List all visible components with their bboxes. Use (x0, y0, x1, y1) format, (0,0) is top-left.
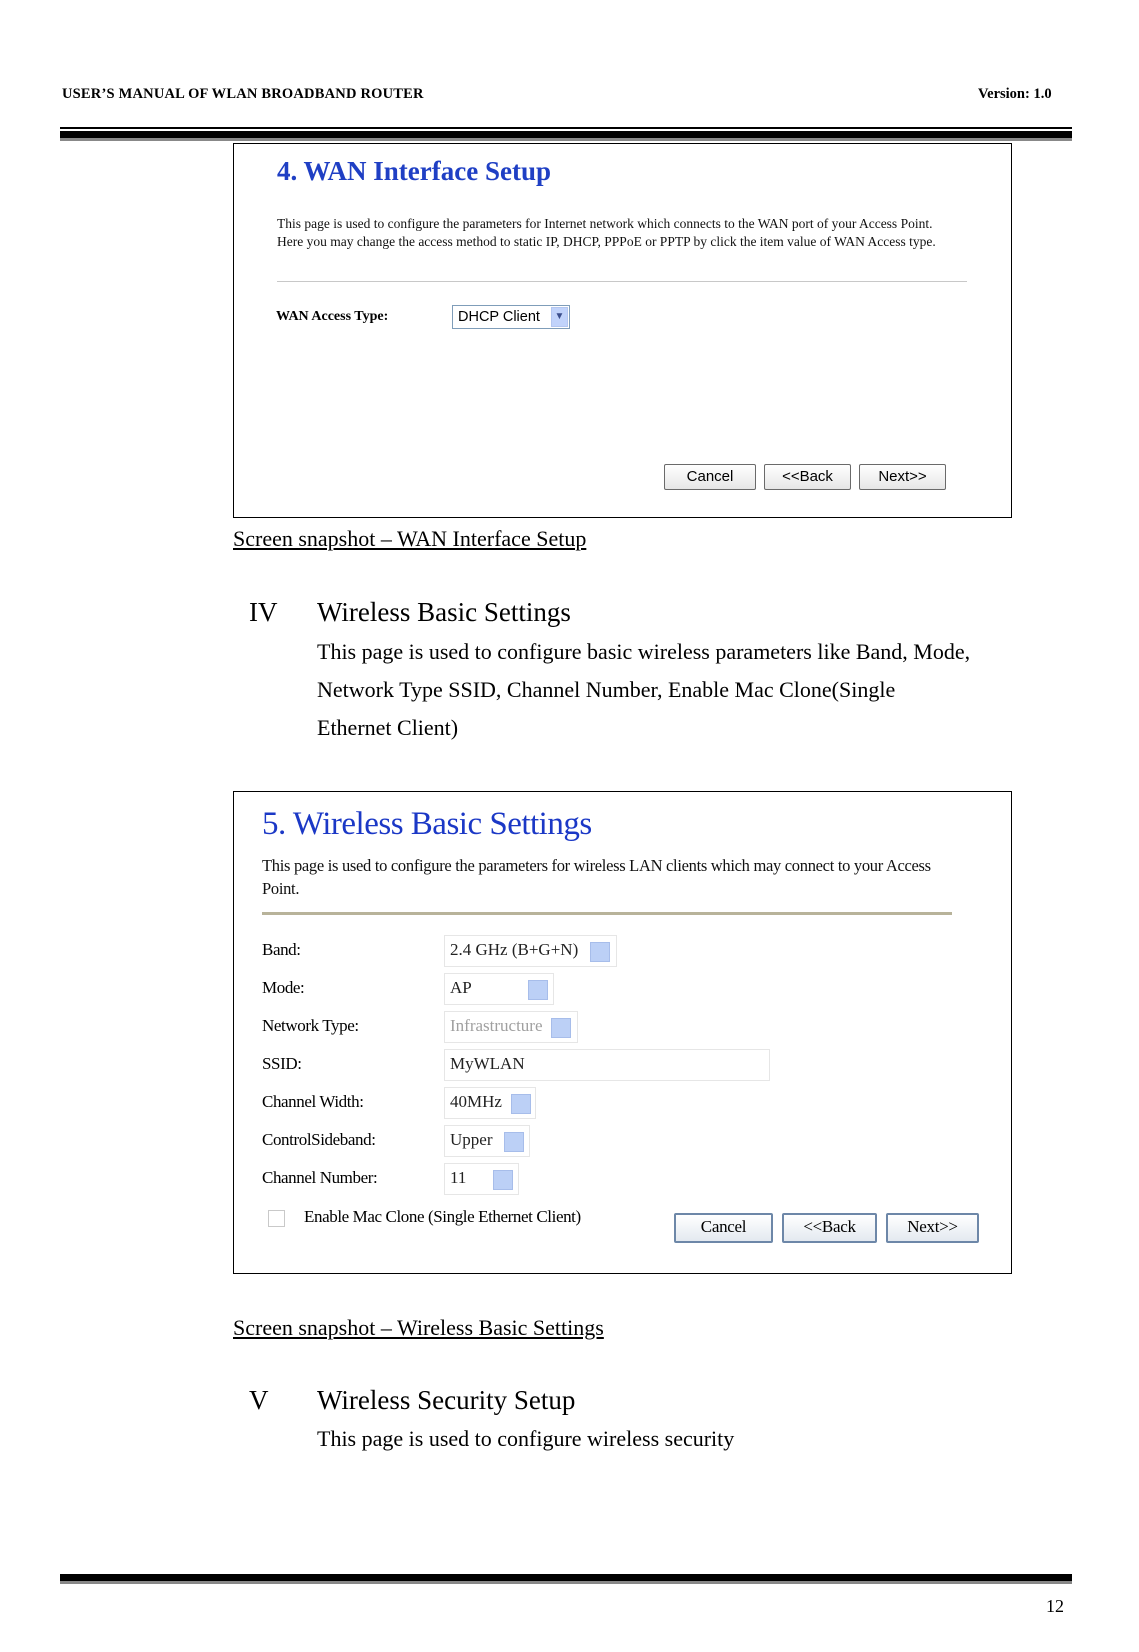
wan-setup-description: This page is used to configure the parameters for Internet network which connects to the WAN port of your Access Point. Here you may change the access method to static IP, DHCP, PPPoE or PPTP by click the item value of WAN Access type. (277, 216, 936, 249)
wireless-settings-title: 5. Wireless Basic Settings (262, 806, 592, 842)
channel-width-select[interactable] (444, 1087, 536, 1119)
header-rule-shadow (60, 138, 1072, 141)
control-sideband-select[interactable] (444, 1125, 530, 1157)
ssid-label: SSID: (262, 1054, 302, 1073)
mode-select[interactable] (444, 973, 554, 1005)
wireless-settings-description: This page is used to configure the parameters for wireless LAN clients which may connect to your Access Point. (262, 856, 931, 898)
section-iv-body-line-2: Network Type SSID, Channel Number, Enable Mac Clone(Single (317, 677, 896, 702)
wan-interface-screenshot (233, 143, 1012, 518)
manual-title: USER’S MANUAL OF WLAN BROADBAND ROUTER (62, 86, 424, 102)
wireless-settings-separator (262, 912, 952, 915)
band-label: Band: (262, 940, 301, 959)
section-v-title: Wireless Security Setup (317, 1385, 576, 1415)
channel-number-select[interactable] (444, 1163, 519, 1195)
section-iv-body-line-3: Ethernet Client) (317, 715, 459, 740)
channel-number-label: Channel Number: (262, 1168, 378, 1187)
network-type-dropdown-icon[interactable] (551, 1018, 571, 1038)
mac-clone-label: Enable Mac Clone (Single Ethernet Client) (304, 1207, 581, 1226)
mac-clone-checkbox[interactable] (268, 1210, 285, 1227)
header-rule-thick (60, 131, 1072, 138)
channel-width-value: 40MHz (450, 1092, 502, 1111)
control-sideband-value: Upper (450, 1130, 493, 1149)
channel-number-value: 11 (450, 1168, 467, 1187)
channel-width-label: Channel Width: (262, 1092, 364, 1111)
band-dropdown-icon[interactable] (590, 942, 610, 962)
control-sideband-label: ControlSideband: (262, 1130, 376, 1149)
channel-width-dropdown-icon[interactable] (511, 1094, 531, 1114)
wan-setup-separator (277, 281, 967, 282)
wan-access-type-label: WAN Access Type: (276, 309, 389, 324)
control-sideband-dropdown-icon[interactable] (504, 1132, 524, 1152)
back-button[interactable]: <<Back (782, 1213, 877, 1243)
next-button[interactable]: Next>> (886, 1213, 979, 1243)
chevron-down-icon[interactable]: ▼ (551, 307, 568, 327)
section-iv-title: Wireless Basic Settings (317, 597, 571, 627)
page-number: 12 (1046, 1596, 1064, 1616)
back-button[interactable]: <<Back (764, 464, 851, 490)
channel-number-dropdown-icon[interactable] (493, 1170, 513, 1190)
network-type-value: Infrastructure (450, 1016, 543, 1035)
section-v-body: This page is used to configure wireless security (317, 1426, 735, 1451)
header-rule-thin (60, 127, 1072, 129)
wireless-basic-settings-screenshot (233, 791, 1012, 1274)
footer-rule-thick (60, 1574, 1072, 1581)
wan-setup-title: 4. WAN Interface Setup (277, 156, 551, 186)
caption-wan-interface: Screen snapshot – WAN Interface Setup (233, 526, 587, 551)
band-select[interactable] (444, 935, 617, 967)
ssid-input[interactable] (444, 1049, 770, 1081)
wan-access-type-select[interactable] (452, 305, 570, 329)
network-type-label: Network Type: (262, 1016, 359, 1035)
cancel-button[interactable]: Cancel (664, 464, 756, 490)
mode-dropdown-icon[interactable] (528, 980, 548, 1000)
ssid-value: MyWLAN (450, 1054, 525, 1073)
mode-value: AP (450, 978, 472, 997)
mode-label: Mode: (262, 978, 305, 997)
section-v-number: V (249, 1385, 269, 1415)
caption-wireless-basic-settings: Screen snapshot – Wireless Basic Settings (233, 1315, 604, 1340)
section-iv-body-line-1: This page is used to configure basic wireless parameters like Band, Mode, (317, 639, 971, 664)
network-type-select[interactable] (444, 1011, 578, 1043)
cancel-button[interactable]: Cancel (674, 1213, 773, 1243)
version-label: Version: 1.0 (978, 86, 1052, 102)
footer-rule-shadow (60, 1581, 1072, 1584)
next-button[interactable]: Next>> (859, 464, 946, 490)
wan-access-type-value: DHCP Client (458, 309, 540, 325)
band-value: 2.4 GHz (B+G+N) (450, 940, 579, 959)
section-iv-number: IV (249, 597, 278, 627)
